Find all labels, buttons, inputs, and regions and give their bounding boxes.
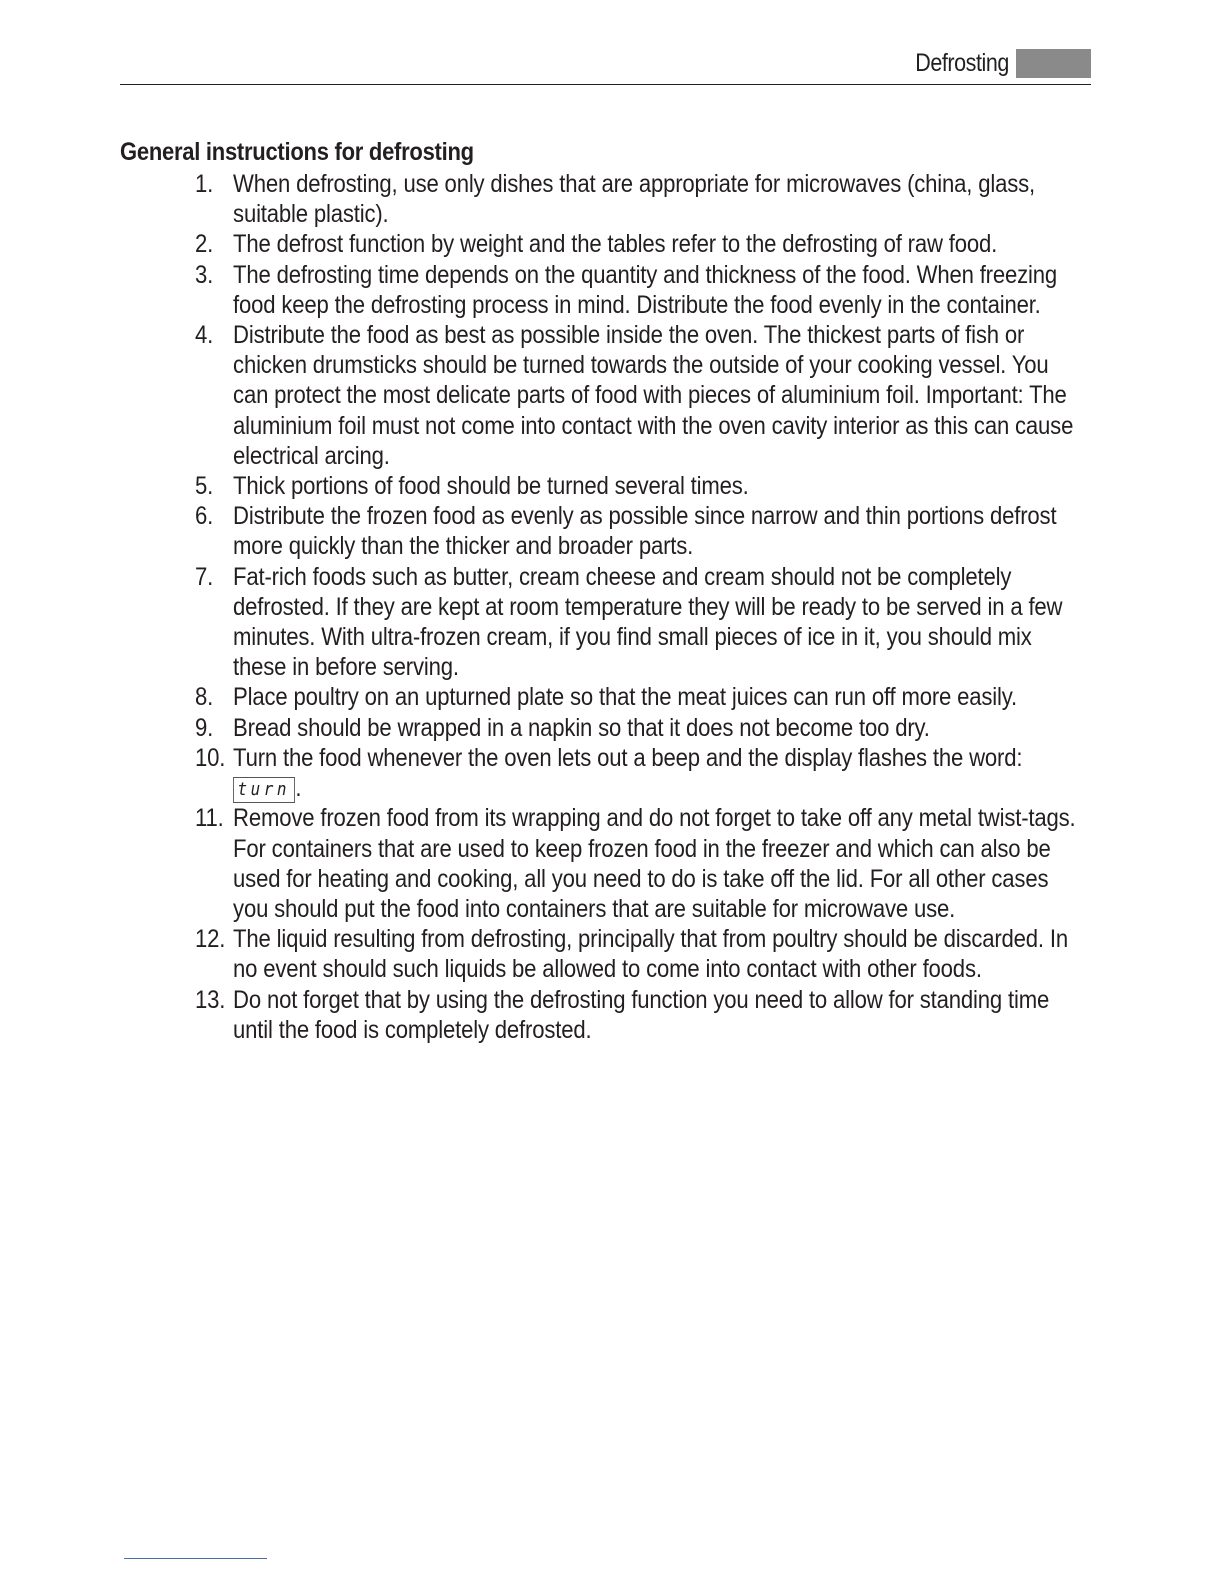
item-number: 11. [195,804,224,833]
item-text: Fat-rich foods such as butter, cream cheese and cream should not be completely defrosted. If they are kept at room temperature they will be ready to be served in a few minutes. With ultra-frozen cream, if you find small pieces of ice in it, you should mix these in before serving. [233,562,1063,682]
item-number: 5. [195,472,214,501]
item-number: 10. [195,743,226,772]
instructions-list [195,169,1089,1045]
item-number: 1. [195,170,214,198]
item-text: When defrosting, use only dishes that are appropriate for microwaves (china, glass, suitable plastic). [233,170,1035,229]
item-number: 13. [195,985,226,1014]
item-number: 3. [195,260,214,289]
item-text: The defrost function by weight and the tables refer to the defrosting of raw food. [233,230,998,259]
list-item [195,682,1089,712]
item-number: 6. [195,502,214,531]
list-item [195,803,1089,924]
list-item [195,562,1089,683]
item-number: 9. [195,713,214,742]
item-period: . [295,774,302,803]
list-item [195,501,1089,561]
list-item [195,169,1089,229]
footer-rule [124,1558,267,1559]
item-text: Remove frozen food from its wrapping and do not forget to take off any metal twist-tags. For containers that are used to keep frozen food in the freezer and which can also be used for heating and cooking, all you need to do is take off the lid. For all other cases you should put the food into containers that are suitable for microwave use. [233,804,1076,924]
item-number: 2. [195,230,214,259]
item-text: Do not forget that by using the defrosting function you need to allow for standing time until the food is completely defrosted. [233,985,1050,1044]
header-title: Defrosting [915,49,1009,77]
item-text: Distribute the frozen food as evenly as possible since narrow and thin portions defrost more quickly than the thicker and broader parts. [233,502,1057,561]
list-item [195,713,1089,743]
item-text: Bread should be wrapped in a napkin so that it does not become too dry. [233,713,930,742]
list-item [195,320,1089,471]
item-text: Turn the food whenever the oven lets out a beep and the display flashes the word: [233,743,1023,772]
item-text: The defrosting time depends on the quantity and thickness of the food. When freezing food keep the defrosting process in mind. Distribute the food evenly in the container. [233,260,1058,319]
item-number: 7. [195,562,214,591]
header-tab-marker [1016,49,1091,78]
list-item [195,924,1089,984]
list-item [195,471,1089,501]
display-turn-indicator: turn [233,777,295,803]
list-item [195,985,1089,1045]
item-text: Place poultry on an upturned plate so that the meat juices can run off more easily. [233,683,1017,712]
list-item [195,229,1089,259]
item-text: The liquid resulting from defrosting, principally that from poultry should be discarded. In no event should such liquids be allowed to come into contact with other foods. [233,925,1068,984]
page-header [120,46,1091,85]
item-number: 12. [195,925,226,954]
list-item [195,743,1089,804]
item-number: 4. [195,321,214,350]
list-item [195,260,1089,320]
item-text: Distribute the food as best as possible inside the oven. The thickest parts of fish or chicken drumsticks should be turned towards the outside of your cooking vessel. You can protect the most delicate parts of food with pieces of aluminium foil. Important: The aluminium foil must not come into contact with the oven cavity interior as this can cause electrical arcing. [233,321,1074,470]
section-heading: General instructions for defrosting [120,138,474,166]
item-text: Thick portions of food should be turned several times. [233,472,749,501]
item-number: 8. [195,683,214,712]
